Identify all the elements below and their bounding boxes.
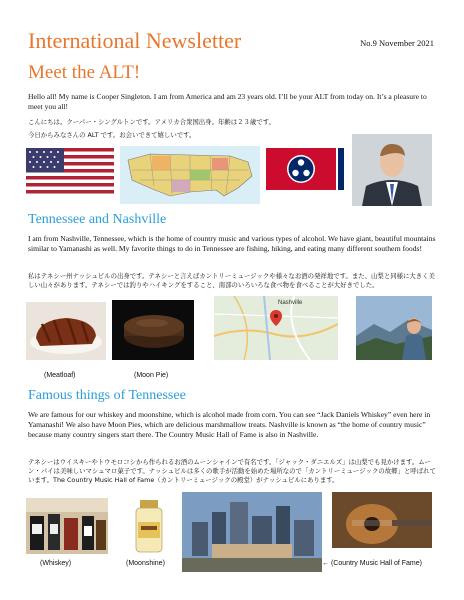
tennessee-heading: Tennessee and Nashville — [28, 212, 167, 227]
map-city-label: Nashville — [278, 300, 303, 306]
hiking-photo-image — [356, 296, 432, 360]
issue-number: No.9 November 2021 — [360, 38, 434, 48]
us-flag-image — [26, 148, 114, 194]
nashville-map-image — [214, 296, 338, 360]
moonpie-caption: (Moon Pie) — [134, 372, 169, 379]
alt-portrait-image — [352, 134, 432, 206]
meet-intro-jp-2: 今日からみなさんの ALT です。お会いできて嬉しいです。 — [28, 131, 196, 139]
famous-heading: Famous things of Tennessee — [28, 388, 186, 403]
moonpie-image — [112, 300, 194, 360]
moonshine-image — [132, 498, 166, 554]
whiskey-caption: (Whiskey) — [40, 560, 72, 567]
meatloaf-caption: (Meatloaf) — [44, 372, 76, 379]
famous-body-jp: テネシーはウイスキーやトウモロコシから作られるお酒のムーンシャインで有名です。「ジャック・ダニエルズ」は山梨でも見かけます。ムーン・パイは美味しいマシュマロ菓子です。ナッシュビルは多くの歌手が活動を始めた場所なので「カントリーミュージックの故郷」と呼ばれています。The Country Music Hall of Fame（カントリーミュージックの殿堂）がナッシュビルにあります。 — [28, 458, 436, 484]
hall-of-fame-caption: ← (Country Music Hall of Fame) — [322, 560, 422, 567]
meet-intro-en: Hello all! My name is Cooper Singleton. I am from America and am 23 years old. I’ll be your ALT from today on. It’s a pleasure to meet you all! — [28, 92, 427, 111]
tennessee-flag-image — [266, 148, 344, 190]
meatloaf-image — [26, 302, 106, 360]
newsletter-title: International Newsletter — [28, 28, 242, 53]
famous-body-en: We are famous for our whiskey and moonshine, which is alcohol made from corn. You can see “Jack Daniels Whiskey” even here in Yamanashi! We also have Moon Pies, which are delicious marshmallow treats. Nashville is known as “the home of country music” because many country singers start there. The Country Music Hall of Fame is also in Nashville. — [28, 410, 431, 439]
meet-heading: Meet the ALT! — [28, 62, 141, 83]
us-map-image — [120, 146, 260, 204]
guitar-image — [332, 492, 432, 548]
tennessee-body-en: I am from Nashville, Tennessee, which is the home of country music and various types of alcohol. We have giant, beautiful mountains similar to Yamanashi as well. My favorite things to do in Tennessee are fishing, hiking, and eating many different southern foods! — [28, 234, 436, 253]
whiskey-image — [26, 498, 108, 554]
moonshine-caption: (Moonshine) — [126, 560, 165, 567]
meet-intro-jp-1: こんにちは。クーパー・シングルトンです。アメリカ合衆国出身。年齢は２３歳です。 — [28, 118, 275, 126]
tennessee-body-jp: 私はテネシー州ナッシュビルの出身です。テネシーと言えばカントリーミュージックや様々なお酒の発祥地です。また、山梨と同様に大きく美しい山々があります。テネシーでは釣りやハイキングをすること、南部のいろいろな食べ物を食べることが大好きでした。 — [28, 272, 435, 289]
nashville-skyline-image — [182, 492, 322, 572]
